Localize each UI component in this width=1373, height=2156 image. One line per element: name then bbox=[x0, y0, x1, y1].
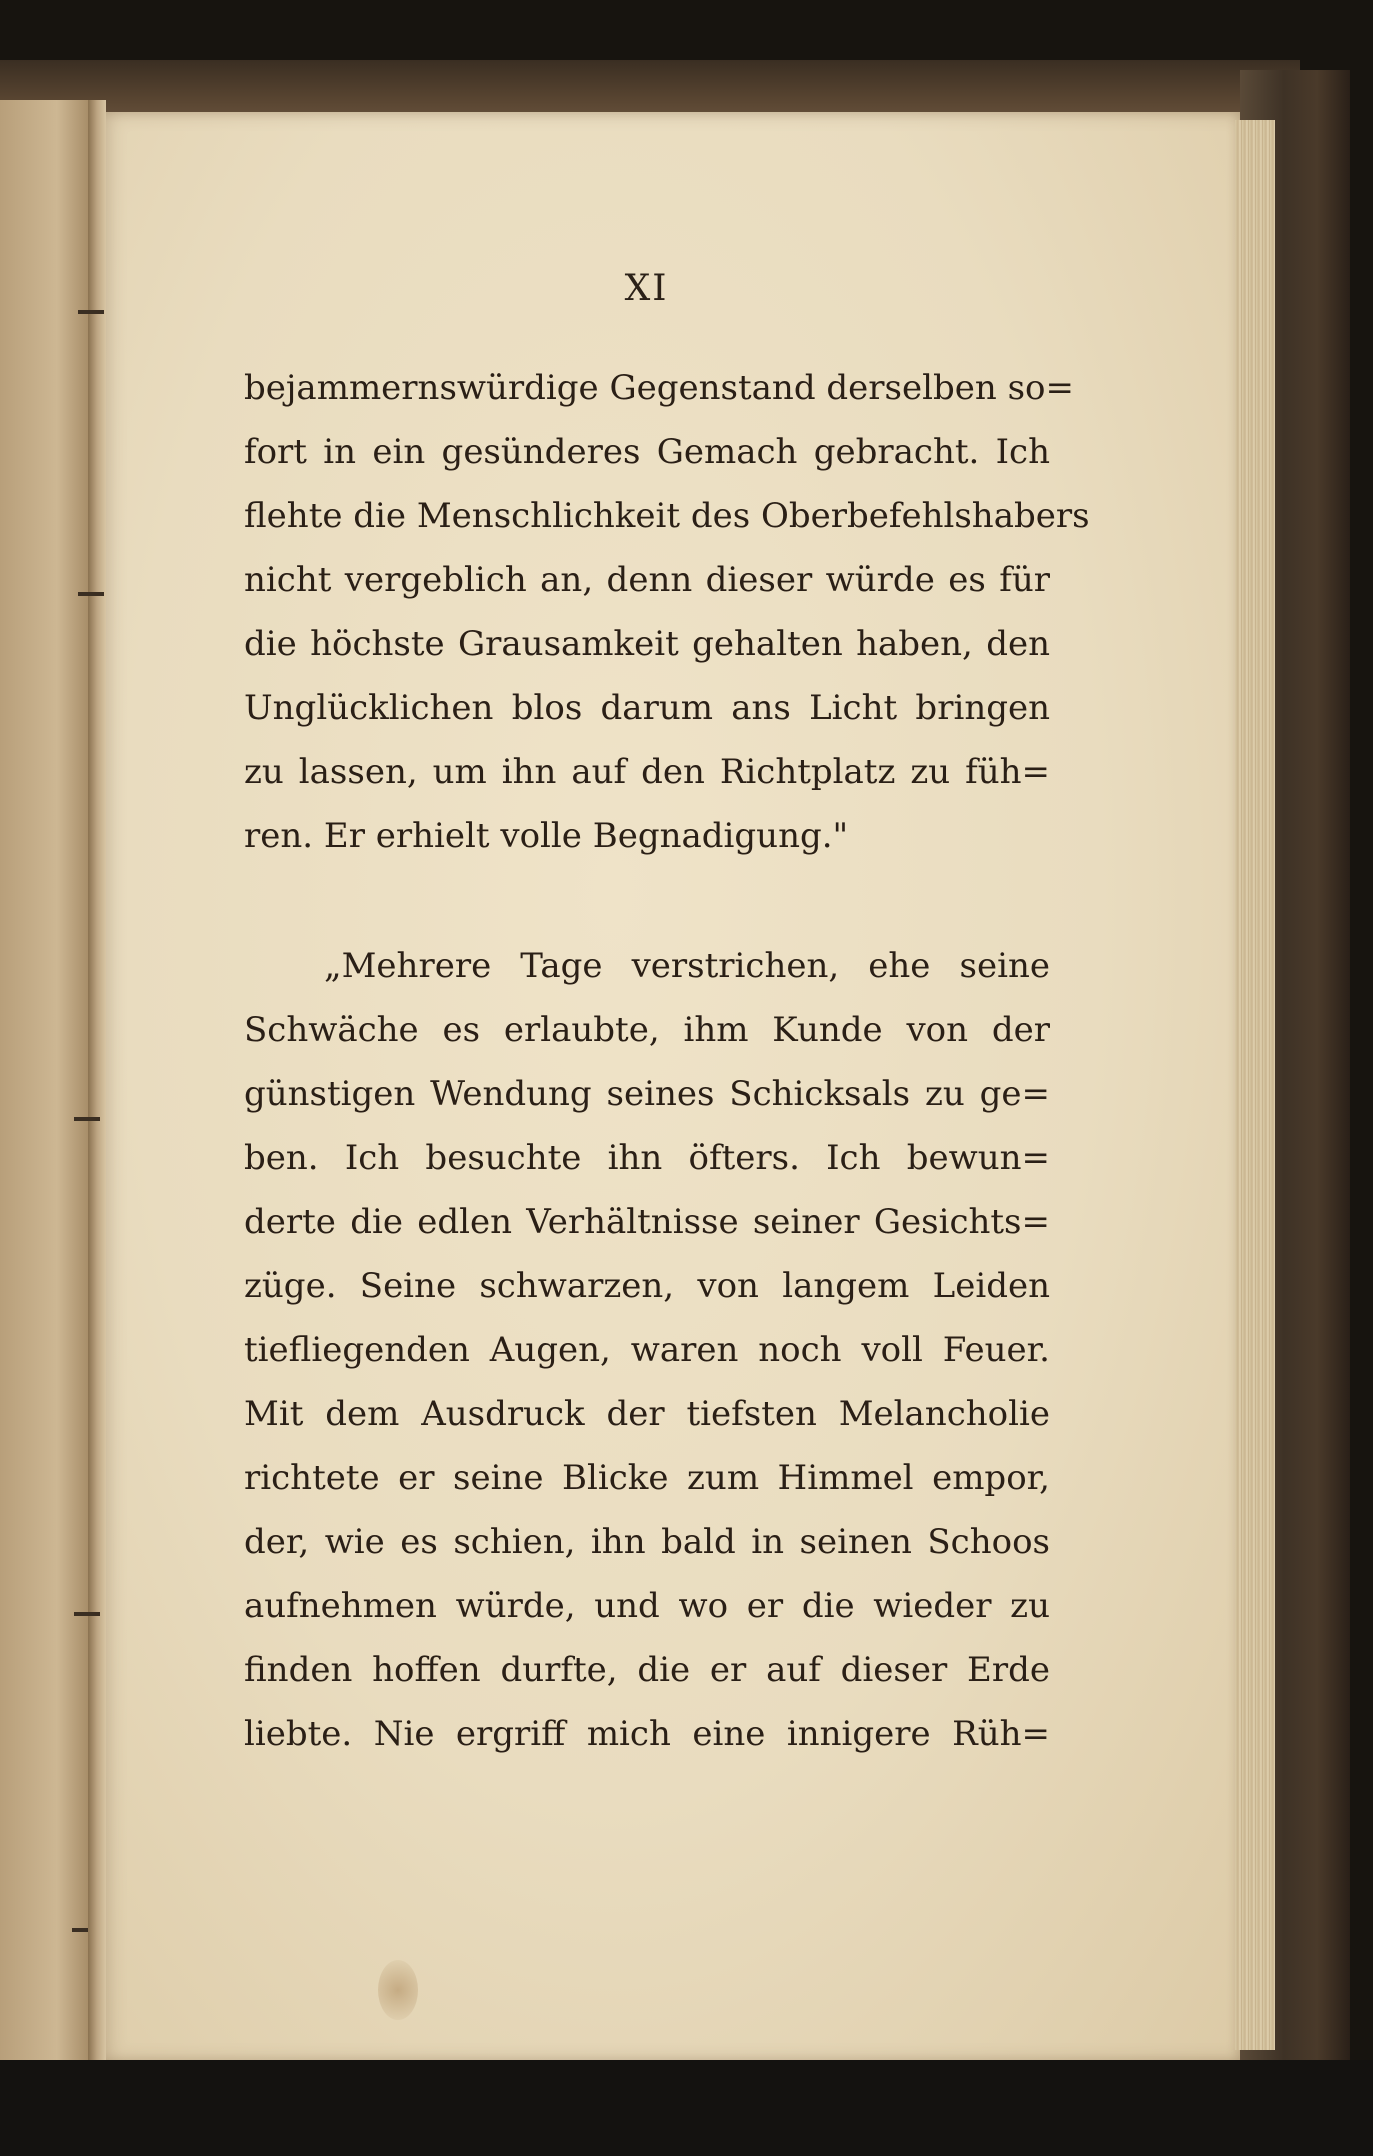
text-line: Unglücklichen blos darum ans Licht bringen bbox=[244, 688, 1050, 728]
text-line: ren. Er erhielt volle Begnadigung." bbox=[244, 816, 849, 856]
text-line: ben. Ich besuchte ihn öfters. Ich bewun= bbox=[244, 1138, 1050, 1178]
margin-mark bbox=[74, 1612, 100, 1616]
facing-page-sliver bbox=[0, 100, 95, 2060]
text-line: derte die edlen Verhältnisse seiner Gesichts= bbox=[244, 1202, 1050, 1242]
text-line: tiefliegenden Augen, waren noch voll Feuer. bbox=[244, 1330, 1050, 1370]
scan-background-bottom bbox=[0, 2060, 1373, 2156]
page-number: XI bbox=[624, 268, 669, 309]
text-line: zu lassen, um ihn auf den Richtplatz zu füh= bbox=[244, 752, 1050, 792]
text-line: „Mehrere Tage verstrichen, ehe seine bbox=[324, 946, 1050, 986]
paragraph-break bbox=[244, 868, 1050, 934]
text-line: finden hoffen durfte, die er auf dieser Erde bbox=[244, 1650, 1050, 1690]
text-line: günstigen Wendung seines Schicksals zu ge= bbox=[244, 1074, 1050, 1114]
text-line: richtete er seine Blicke zum Himmel empor, bbox=[244, 1458, 1050, 1498]
text-line: Mit dem Ausdruck der tiefsten Melancholie bbox=[244, 1394, 1050, 1434]
text-line: fort in ein gesünderes Gemach gebracht. Ich bbox=[244, 432, 1050, 472]
text-line: liebte. Nie ergriff mich eine innigere Rüh= bbox=[244, 1714, 1050, 1754]
page-block-edges bbox=[1235, 120, 1275, 2050]
text-line: die höchste Grausamkeit gehalten haben, den bbox=[244, 624, 1050, 664]
margin-mark bbox=[74, 1117, 100, 1121]
text-line: nicht vergeblich an, denn dieser würde es für bbox=[244, 560, 1050, 600]
book-gutter bbox=[88, 100, 106, 2060]
text-line: züge. Seine schwarzen, von langem Leiden bbox=[244, 1266, 1050, 1306]
margin-mark bbox=[78, 592, 104, 596]
text-line: flehte die Menschlichkeit des Oberbefehlshabers bbox=[244, 496, 1090, 536]
text-line: der, wie es schien, ihn bald in seinen Schoos bbox=[244, 1522, 1050, 1562]
text-line: Schwäche es erlaubte, ihm Kunde von der bbox=[244, 1010, 1050, 1050]
paper-stain bbox=[378, 1960, 418, 2020]
text-line: bejammernswürdige Gegenstand derselben so= bbox=[244, 368, 1074, 408]
margin-mark bbox=[78, 310, 104, 314]
body-text bbox=[244, 356, 1090, 1766]
text-line: aufnehmen würde, und wo er die wieder zu bbox=[244, 1586, 1050, 1626]
margin-mark bbox=[72, 1928, 88, 1932]
